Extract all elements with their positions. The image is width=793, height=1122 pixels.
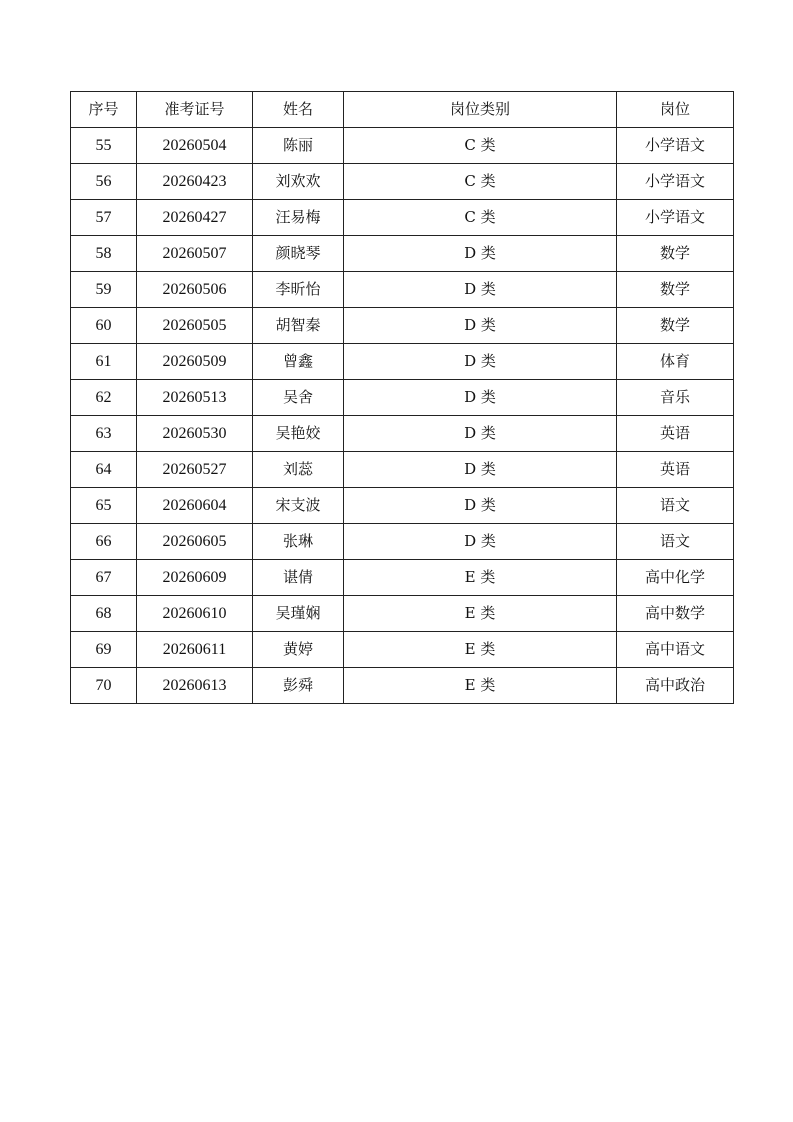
header-exam-number: 准考证号 [137,92,253,128]
cell-position-category: D 类 [344,308,617,344]
cell-seq: 58 [71,236,137,272]
table-header [71,92,734,128]
cell-exam-number: 20260507 [137,236,253,272]
cell-exam-number: 20260513 [137,380,253,416]
cell-seq: 60 [71,308,137,344]
table-row [71,380,734,416]
table-row [71,416,734,452]
cell-name: 吴舍 [253,380,344,416]
table-row [71,128,734,164]
table-row [71,632,734,668]
cell-seq: 63 [71,416,137,452]
cell-position-category: D 类 [344,524,617,560]
cell-seq: 56 [71,164,137,200]
cell-name: 李昕怡 [253,272,344,308]
cell-position: 高中政治 [617,668,734,704]
cell-name: 宋支波 [253,488,344,524]
cell-name: 颜晓琴 [253,236,344,272]
table-row [71,596,734,632]
cell-position-category: D 类 [344,236,617,272]
cell-position-category: E 类 [344,632,617,668]
cell-exam-number: 20260613 [137,668,253,704]
cell-name: 曾鑫 [253,344,344,380]
table-row [71,200,734,236]
table-row [71,668,734,704]
cell-exam-number: 20260610 [137,596,253,632]
cell-position: 体育 [617,344,734,380]
table-row [71,560,734,596]
table-row [71,164,734,200]
cell-position: 高中数学 [617,596,734,632]
cell-exam-number: 20260611 [137,632,253,668]
table-row [71,452,734,488]
cell-name: 陈丽 [253,128,344,164]
cell-position: 小学语文 [617,200,734,236]
cell-exam-number: 20260530 [137,416,253,452]
cell-name: 胡智秦 [253,308,344,344]
cell-name: 吴瑾娴 [253,596,344,632]
cell-exam-number: 20260509 [137,344,253,380]
cell-position: 小学语文 [617,164,734,200]
cell-seq: 57 [71,200,137,236]
cell-name: 黄婷 [253,632,344,668]
cell-position: 高中化学 [617,560,734,596]
cell-position-category: D 类 [344,344,617,380]
cell-exam-number: 20260505 [137,308,253,344]
cell-position: 语文 [617,488,734,524]
cell-seq: 64 [71,452,137,488]
table-row [71,236,734,272]
table-row [71,344,734,380]
cell-position-category: E 类 [344,668,617,704]
cell-seq: 68 [71,596,137,632]
cell-position-category: D 类 [344,272,617,308]
header-seq: 序号 [71,92,137,128]
cell-exam-number: 20260427 [137,200,253,236]
table-row [71,524,734,560]
header-position: 岗位 [617,92,734,128]
cell-position: 高中语文 [617,632,734,668]
table-row [71,308,734,344]
cell-name: 彭舜 [253,668,344,704]
cell-name: 汪易梅 [253,200,344,236]
cell-seq: 61 [71,344,137,380]
cell-exam-number: 20260423 [137,164,253,200]
cell-name: 刘蕊 [253,452,344,488]
header-position-category: 岗位类别 [344,92,617,128]
cell-position-category: E 类 [344,596,617,632]
cell-position-category: E 类 [344,560,617,596]
cell-seq: 69 [71,632,137,668]
table-row [71,272,734,308]
cell-seq: 67 [71,560,137,596]
cell-position: 英语 [617,452,734,488]
cell-seq: 65 [71,488,137,524]
cell-seq: 59 [71,272,137,308]
cell-position-category: C 类 [344,164,617,200]
cell-position: 数学 [617,308,734,344]
cell-position-category: D 类 [344,452,617,488]
cell-exam-number: 20260605 [137,524,253,560]
cell-position: 数学 [617,272,734,308]
cell-exam-number: 20260504 [137,128,253,164]
cell-name: 吴艳姣 [253,416,344,452]
cell-exam-number: 20260604 [137,488,253,524]
cell-seq: 66 [71,524,137,560]
cell-name: 张琳 [253,524,344,560]
cell-position: 小学语文 [617,128,734,164]
table-row [71,488,734,524]
cell-exam-number: 20260506 [137,272,253,308]
cell-position: 数学 [617,236,734,272]
cell-position-category: C 类 [344,128,617,164]
cell-position: 音乐 [617,380,734,416]
cell-exam-number: 20260609 [137,560,253,596]
cell-seq: 55 [71,128,137,164]
table-body [71,128,734,704]
cell-exam-number: 20260527 [137,452,253,488]
header-row [71,92,734,128]
cell-name: 谌倩 [253,560,344,596]
cell-seq: 62 [71,380,137,416]
cell-position-category: D 类 [344,380,617,416]
cell-position-category: C 类 [344,200,617,236]
cell-position-category: D 类 [344,416,617,452]
roster-table [70,91,734,704]
cell-position: 英语 [617,416,734,452]
cell-name: 刘欢欢 [253,164,344,200]
cell-position-category: D 类 [344,488,617,524]
header-name: 姓名 [253,92,344,128]
cell-position: 语文 [617,524,734,560]
cell-seq: 70 [71,668,137,704]
